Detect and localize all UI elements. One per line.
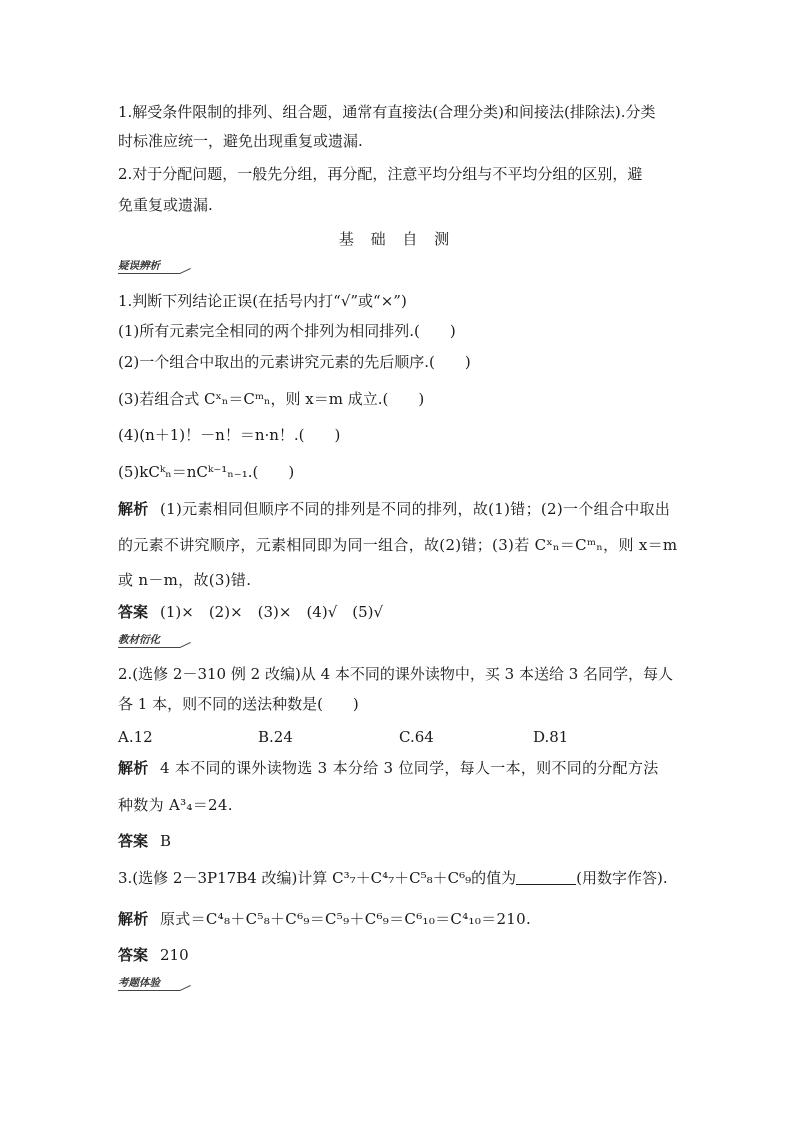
tag-underline-1	[118, 273, 180, 274]
q3-solution-text: 原式＝C⁴₈＋C⁵₈＋C⁶₉＝C⁵₉＋C⁶₉＝C⁶₁₀＝C⁴₁₀＝210.	[160, 910, 532, 928]
q2-answer-line	[118, 830, 678, 852]
q2-option-d: D.81	[533, 728, 569, 746]
q1-statement-5: (5)kCᵏₙ＝nCᵏ⁻¹ₙ₋₁.( )	[118, 463, 295, 481]
q3-stem-text-b: (用数字作答).	[576, 869, 668, 887]
q2-option-a: A.12	[118, 728, 153, 746]
tag-jiaocai-yanhua: 教材衍化	[118, 634, 160, 646]
q3-stem	[118, 867, 678, 889]
q3-stem-text-a: 3.(选修 2－3P17B4 改编)计算 C³₇＋C⁴₇＋C⁵₈＋C⁶₉的值为	[118, 869, 517, 887]
q2-answer-label: 答案	[118, 832, 149, 850]
intro-line-3: 2.对于分配问题，一般先分组，再分配，注意平均分组与不平均分组的区别，避	[118, 165, 643, 183]
q1-answer-line	[118, 601, 678, 623]
q2-stem-line-2: 各 1 本，则不同的送法种数是( )	[118, 695, 359, 713]
q1-statement-2: (2)一个组合中取出的元素讲究元素的先后顺序.( )	[118, 353, 471, 371]
intro-line-4: 免重复或遗漏.	[118, 196, 213, 214]
q2-solution-text-1: 4 本不同的课外读物选 3 本分给 3 位同学，每人一本，则不同的分配方法	[160, 759, 659, 777]
q3-solution-label: 解析	[118, 910, 149, 928]
q1-solution-line-3: 或 n－m，故(3)错.	[118, 571, 252, 589]
q1-stem: 1.判断下列结论正误(在括号内打“√”或“×”)	[118, 292, 407, 310]
tag-yiwu-bianxi: 疑误辨析	[118, 260, 160, 272]
section-title: 基 础 自 测	[338, 230, 456, 248]
q2-solution-label: 解析	[118, 759, 149, 777]
tag-tail-2	[180, 642, 191, 648]
q1-statement-1: (1)所有元素完全相同的两个排列为相同排列.( )	[118, 322, 456, 340]
q1-solution-text-1: (1)元素相同但顺序不同的排列是不同的排列，故(1)错；(2)一个组合中取出	[160, 500, 671, 518]
q2-stem-line-1: 2.(选修 2－310 例 2 改编)从 4 本不同的课外读物中，买 3 本送给 3 名同学，每人	[118, 665, 674, 683]
q2-option-c: C.64	[399, 728, 434, 746]
tag-tail-1	[180, 268, 191, 274]
q1-statement-3: (3)若组合式 Cˣₙ＝Cᵐₙ，则 x＝m 成立.( )	[118, 390, 425, 408]
intro-line-2: 时标准应统一，避免出现重复或遗漏.	[118, 132, 363, 150]
q1-statement-4: (4)(n＋1)！－n！＝n·n！.( )	[118, 426, 341, 444]
q3-answer-line	[118, 944, 678, 966]
q3-answer-label: 答案	[118, 946, 149, 964]
q1-solution-label: 解析	[118, 500, 149, 518]
q3-answer-blank	[516, 870, 576, 885]
q1-solution-line-2: 的元素不讲究顺序，元素相同即为同一组合，故(2)错；(3)若 Cˣₙ＝Cᵐₙ，则 x＝m	[118, 536, 678, 554]
q2-solution-line-1	[118, 757, 678, 779]
q3-solution-line	[118, 908, 678, 930]
intro-line-1: 1.解受条件限制的排列、组合题，通常有直接法(合理分类)和间接法(排除法).分类	[118, 103, 656, 121]
q3-answer-text: 210	[160, 946, 189, 964]
q2-option-b: B.24	[258, 728, 293, 746]
q1-solution-line-1	[118, 498, 678, 520]
q2-solution-line-2: 种数为 A³₄＝24.	[118, 796, 233, 814]
tag-tail-3	[180, 985, 191, 991]
q1-answer-text: (1)× (2)× (3)× (4)√ (5)√	[160, 603, 384, 621]
q1-answer-label: 答案	[118, 603, 149, 621]
tag-underline-2	[118, 647, 180, 648]
tag-kaoti-tiyan: 考题体验	[118, 977, 160, 989]
q2-answer-text: B	[160, 832, 172, 850]
tag-underline-3	[118, 990, 180, 991]
